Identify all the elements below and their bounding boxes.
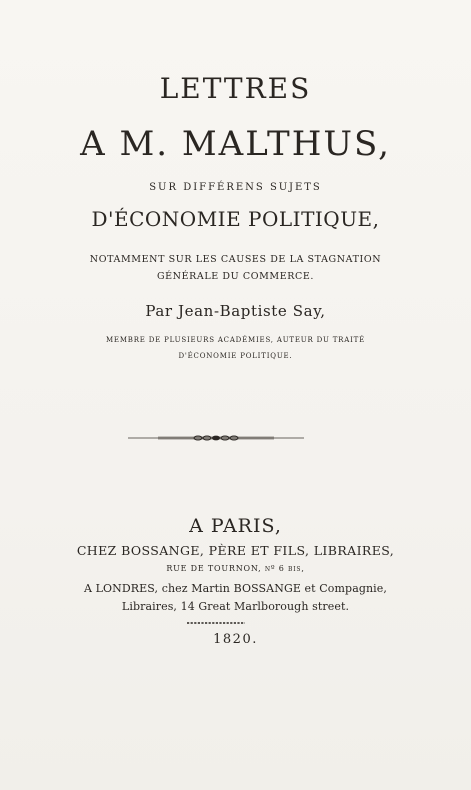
subtitle-line-1: SUR DIFFÉRENS SUJETS bbox=[149, 182, 322, 193]
subtitle-line-4: GÉNÉRALE DU COMMERCE. bbox=[156, 271, 315, 282]
author-name: Par Jean-Baptiste Say, bbox=[145, 302, 326, 320]
author-credit-2: D'ÉCONOMIE POLITIQUE. bbox=[178, 352, 293, 360]
title-line-1: LETTRES bbox=[159, 72, 312, 105]
imprint-publisher-1: CHEZ BOSSANGE, PÈRE ET FILS, LIBRAIRES, bbox=[76, 543, 395, 558]
subtitle-line-2: D'ÉCONOMIE POLITIQUE, bbox=[91, 207, 380, 231]
title-line-2: A M. MALTHUS, bbox=[80, 124, 391, 164]
ornament-rule-icon bbox=[128, 433, 304, 443]
imprint-year: 1820. bbox=[213, 632, 258, 647]
imprint-publisher-3: A LONDRES, chez Martin BOSSANGE et Compagnie, bbox=[83, 582, 387, 595]
imprint-publisher-2: RUE DE TOURNON, nº 6 bis, bbox=[166, 564, 305, 573]
imprint-city: A PARIS, bbox=[189, 515, 282, 537]
subtitle-line-3: NOTAMMENT SUR LES CAUSES DE LA STAGNATION bbox=[89, 254, 382, 265]
ornament-dash-rule-icon bbox=[187, 621, 245, 625]
imprint-publisher-4: Libraires, 14 Great Marlborough street. bbox=[121, 600, 350, 613]
author-credit-1: MEMBRE DE PLUSIEURS ACADÉMIES, AUTEUR DU TRAITÉ bbox=[105, 336, 366, 344]
